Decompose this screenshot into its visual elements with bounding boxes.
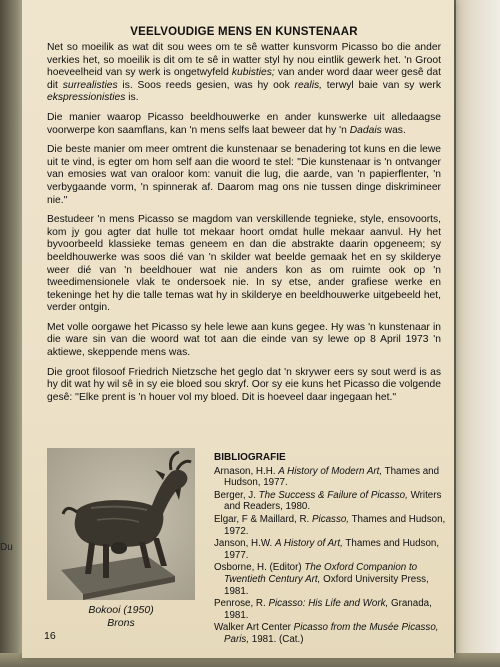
article-body <box>47 42 441 404</box>
bibliography-entry <box>214 514 446 537</box>
paragraph <box>47 214 441 315</box>
italic-text: Picasso, <box>312 513 350 525</box>
text-run: Thames and Hudson, 1972. <box>224 513 446 537</box>
text-run: Thames and Hudson, 1977. <box>224 538 440 561</box>
text-run: is. <box>125 92 139 104</box>
italic-text: surrealisties <box>62 79 118 91</box>
bibliography-title: BIBLIOGRAFIE <box>214 452 286 463</box>
italic-text: kubisties; <box>231 67 275 79</box>
paragraph <box>47 42 441 105</box>
text-run: Walker Art Center <box>214 622 294 634</box>
text-run: Berger, J. <box>214 489 259 501</box>
text-run: Met volle oorgawe het Picasso sy hele lewe aan kuns gegee. Hy was 'n kunstenaar in die ware sin van die woord wat tot aan die einde van sy lewe op 8 April 1973 'n aktiewe, skeppende mens was. <box>47 321 441 359</box>
text-run: Oxford University Press, 1981. <box>224 573 429 597</box>
bibliography-entry <box>214 622 446 645</box>
goat-sculpture-image <box>47 448 195 600</box>
text-run: Net so moeilik as wat dit sou wees om te sê watter kunsvorm Picasso bo die ander verkies het, so moeilik is dit om te sê in watter styl hy nou eintlik gewerk het. 'n Groot hoeveelheid van sy werk is ongetwyfeld <box>47 42 441 79</box>
text-run: van ander word daar weer gesê dat dit <box>47 67 441 91</box>
caption-title: Bokooi (1950) <box>88 604 154 616</box>
backdrop-right <box>456 0 500 667</box>
paragraph <box>47 112 441 137</box>
goat-sculpture-photo <box>47 448 195 600</box>
backdrop-left <box>0 0 24 667</box>
text-run: is. Soos reeds gesien, was hy ook <box>117 79 295 91</box>
text-run: Die manier waarop Picasso beeldhouwerke en ander kunswerke uit alledaagse voorwerpe kon saamflans, kan 'n mens selfs laat beweer dat hy 'n <box>47 111 441 136</box>
caption-medium: Brons <box>107 616 135 629</box>
italic-text: Picasso from the Musée Picasso, Paris, <box>224 622 439 645</box>
text-run: Janson, H.W. <box>214 538 275 550</box>
italic-text: realis, <box>294 79 322 91</box>
text-run: 1981. (Cat.) <box>249 633 304 645</box>
article-title: VEELVOUDIGE MENS EN KUNSTENAAR <box>130 26 358 38</box>
italic-text: A History of Art, <box>274 538 343 550</box>
italic-text: A History of Modern Art, <box>278 465 383 477</box>
paragraph <box>47 322 441 360</box>
text-run: Elgar, F & Maillard, R. <box>214 513 312 525</box>
paragraph <box>47 367 441 405</box>
article <box>47 26 441 411</box>
figure <box>47 448 197 643</box>
text-run: terwyl baie van sy werk <box>322 79 441 91</box>
text-run: Granada, 1981. <box>224 598 432 621</box>
book-page <box>22 0 454 658</box>
bibliography-entry <box>214 562 446 597</box>
bibliography-entry <box>214 490 446 513</box>
text-run: Die groot filosoof Friedrich Nietzsche het geglo dat 'n skrywer eers sy sout werd is as hy dit wat hy wil sê in sy eie bloed sou skryf. Oor sy eie kuns het Picasso die volgende gesê: ''Elke prent is 'n houer vol my bloed. Dit is hoeveel daar ingegaan het.'' <box>47 366 441 403</box>
bibliography <box>214 452 446 647</box>
page-number: 16 <box>44 630 56 642</box>
italic-text: The Success & Failure of Picasso, <box>258 489 408 501</box>
italic-text: ekspressionisties <box>47 92 126 104</box>
text-run: Writers and Readers, 1980. <box>224 489 442 513</box>
bibliography-entry <box>214 538 446 561</box>
text-run: Thames and Hudson, 1977. <box>224 465 440 489</box>
text-run: Osborne, H. (Editor) <box>214 562 305 574</box>
bibliography-entry <box>214 598 446 621</box>
italic-text: Picasso: His Life and Work, <box>268 598 389 610</box>
text-run: was. <box>381 124 406 136</box>
text-run: Die beste manier om meer omtrent die kunstenaar se benadering tot kuns en die lewe uit te vind, is egter om hom self aan die woord te stel: ''Die kunstenaar is 'n ontvanger van emosies wat van oraloor kom: vanuit die lug, die aarde, van 'n papierflenter, 'n verbygaande vorm, 'n spinnerak af. Daarom mag ons nie tussen dinge diskrimineer nie.'' <box>47 144 441 206</box>
italic-text: Dadais <box>349 124 382 136</box>
paragraph <box>47 144 441 207</box>
figure-caption <box>47 604 195 629</box>
adjacent-page-fragment: Du <box>0 542 13 553</box>
text-run: Arnason, H.H. <box>214 465 279 477</box>
bibliography-entry <box>214 466 446 489</box>
text-run: Penrose, R. <box>214 598 269 610</box>
italic-text: The Oxford Companion to Twentieth Century Art, <box>224 562 418 585</box>
text-run: Bestudeer 'n mens Picasso se magdom van verskillende tegnieke, style, ensovoorts, kom jy gou agter dat hulle tot mekaar hoort omdat hulle mekaar aanvul. Hy het byvoorbeeld klassieke temas geneem en dan die abstrakte daarin opgeneem; sy beeldhouwerke was soos dié van 'n skilder wat beelde gemaak het en sy skilderye weer dié van 'n beeldhouer wat nie anders kon as om ruimte ook op 'n tweedimensionele vlak te ondersoek nie. In sy etse, ander grafiese werke en tekeninge het hy die talle temas wat hy in skilderye en beeldhouwerke uitgebeeld het, verder ontgin. <box>47 214 441 314</box>
